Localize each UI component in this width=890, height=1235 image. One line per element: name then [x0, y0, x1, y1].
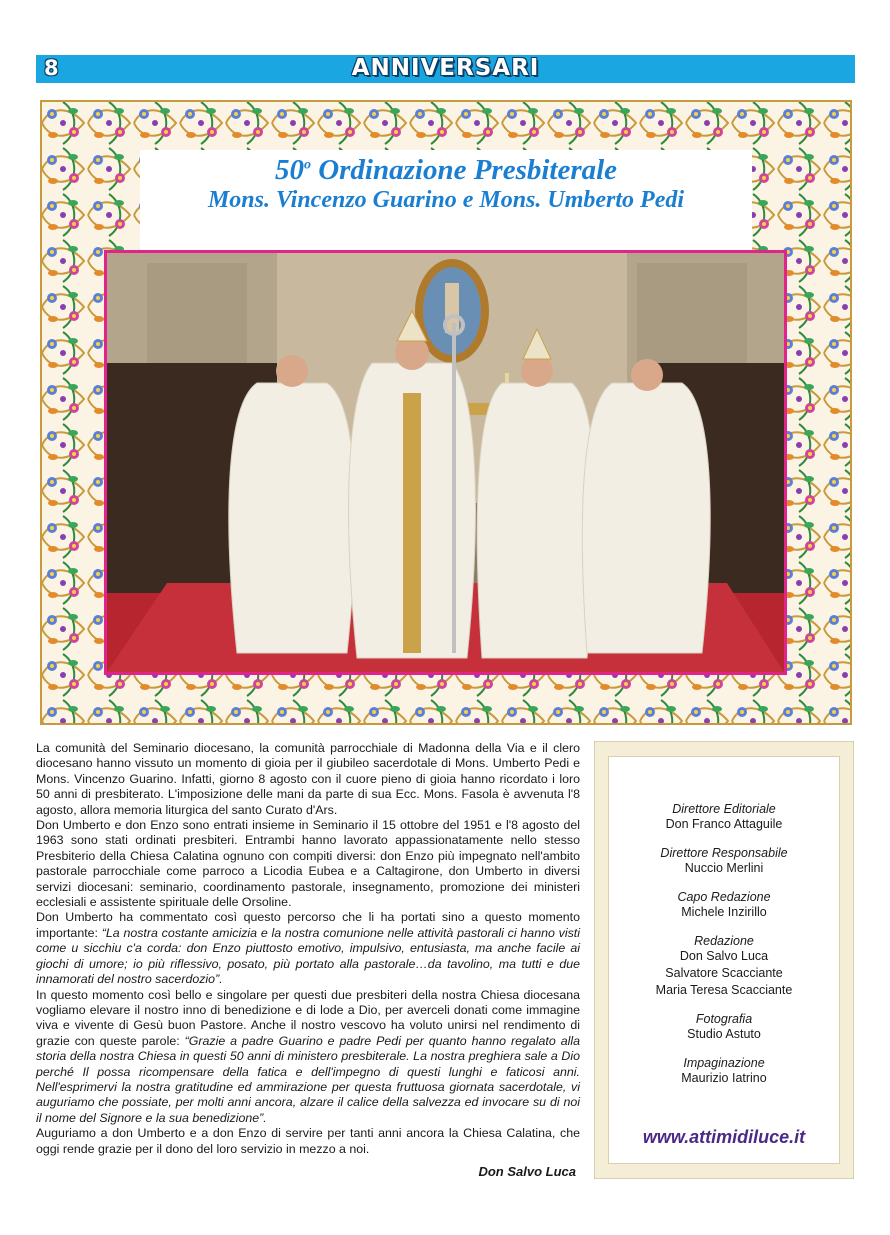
credit-name: Maria Teresa Scacciante	[655, 983, 793, 997]
credit-role: Impaginazione	[683, 1056, 765, 1070]
credit-name: Don Franco Attaguile	[665, 817, 783, 831]
ornamental-frame	[40, 100, 852, 725]
credit-name: Don Salvo Luca	[679, 949, 769, 963]
credit-name: Maurizio Iatrino	[681, 1071, 767, 1085]
credit-role: Direttore Responsabile	[660, 846, 788, 860]
credit-role: Capo Redazione	[677, 890, 771, 904]
article-paragraph: In questo momento così bello e singolare per questi due presbiteri della nostra Chiesa diocesana vogliamo elevare il nostro inno di benedizione e di lode a Dio, per averceli donati come immagine viva e vivente di Gesù buon Pastore. Anche il nostro vescovo ha voluto unirsi nel rendimento di grazie con queste parole: “Grazie a padre Guarino e padre Pedi per quanto hanno regalato alla storia della nostra Chiesa in questi 50 anni di ministero presbiterale. La nostra preghiera sale a Dio perché Il possa ricompensare della fatica e dell'impegno di questi lunghi e faticosi anni. Nell'esprimervi la nostra gratitudine ed ammirazione per questa fruttuosa giornata sacerdotale, vi auguriamo che possiate, per molti anni ancora, alzare il calice della salvezza ed invocare su di noi il nome del Signore e la sua benedizione”.	[36, 987, 581, 1125]
credit-block	[609, 846, 839, 877]
page-number: 8	[44, 56, 59, 80]
credit-name: Studio Astuto	[687, 1027, 761, 1041]
article-paragraph: Auguriamo a don Umberto e a don Enzo di servire per tanti anni ancora la Chiesa Calatina, che oggi rende grazie per il dono del loro servizio in mezzo a noi.	[36, 1126, 580, 1156]
credit-block	[609, 1012, 839, 1043]
colophon-box	[594, 741, 854, 1179]
section-header-bar	[36, 55, 855, 83]
credit-block	[609, 890, 839, 921]
feature-subtitle: Mons. Vincenzo Guarino e Mons. Umberto Pedi	[207, 187, 685, 213]
photo-illustration	[107, 253, 784, 672]
feature-title: 50$^o$ Ordinazione Presbiterale	[274, 154, 618, 186]
credit-name: Nuccio Merlini	[684, 861, 764, 875]
article-paragraph: Don Umberto ha commentato così questo percorso che li ha portati sino a questo momento importante: “La nostra costante amicizia e la nostra comunione nelle attività pastorali ci hanno visti come u sicchiu c'a corda: don Enzo piuttosto emotivo, impulsivo, entusiasta, ma anche facile ai giochi di umore; io più riflessivo, posato, più portato alla pastorale…da tavolino, ma tutti e due innamorati del nostro sacerdozio”.	[36, 910, 580, 987]
credit-block	[609, 934, 839, 999]
credit-name: Michele Inzirillo	[681, 905, 767, 919]
credit-block	[609, 1056, 839, 1087]
section-title: ANNIVERSARI	[351, 55, 540, 81]
cathedral-group-photo	[104, 250, 787, 675]
article-paragraph: La comunità del Seminario diocesano, la comunità parrocchiale di Madonna della Via e il clero diocesano hanno vissuto un momento di gioia per il giubileo sacerdotale di Mons. Umberto Pedi e Mons. Vincenzo Guarino. Infatti, giorno 8 agosto con il cuore pieno di gioia hanno ricordato i loro 50 anni di presbiterato. L'imposizione delle mani da parte di sua Ecc. Mons. Fasola è avvenuta l'8 agosto, allora memoria liturgica del santo Curato d'Ars.	[36, 741, 580, 817]
article-paragraph: Don Umberto e don Enzo sono entrati insieme in Seminario il 15 ottobre del 1951 e l'8 agosto del 1963 sono stati ordinati presbiteri. Entrambi hanno lavorato appassionatamente nello stesso Presbiterio della Chiesa Calatina ognuno con compiti diversi: don Enzo più impegnato nell'ambito pastorale parrocchiale come parroco a Licodia Eubea e a Caltagirone, don Umberto in diversi servizi diocesani: seminario, coordinamento pastorale, insegnamento, promozione dei ministeri ecclesiali e assistente spirituale delle Orsoline.	[36, 818, 580, 910]
credit-name: Salvatore Scacciante	[665, 966, 783, 980]
article-body	[36, 741, 580, 1157]
colophon-credits	[608, 756, 840, 1164]
credit-role: Redazione	[694, 934, 754, 948]
credit-block	[609, 802, 839, 833]
website-link[interactable]: www.attimidiluce.it	[642, 1127, 806, 1147]
credit-role: Direttore Editoriale	[672, 802, 776, 816]
article-signature: Don Salvo Luca	[478, 1164, 576, 1179]
credit-role: Fotografia	[695, 1012, 753, 1026]
